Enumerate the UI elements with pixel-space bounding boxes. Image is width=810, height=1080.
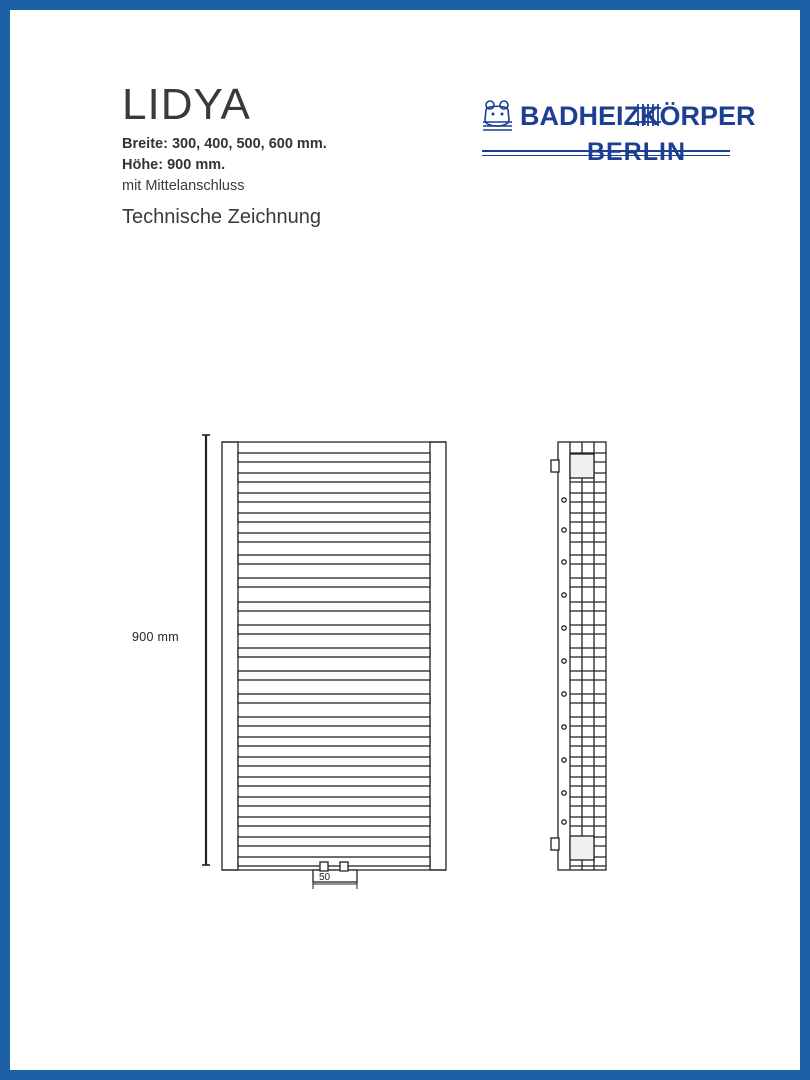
brand-city: BERLIN — [586, 138, 686, 166]
depth-dimension-label: 50 — [319, 872, 331, 883]
drawing-svg — [10, 10, 800, 1070]
drawing-sheet — [10, 10, 800, 1070]
page-title: LIDYA — [122, 80, 251, 129]
brand-name: BADHEIZKÖRPER — [520, 101, 756, 131]
height-dimension-line — [202, 435, 210, 865]
technical-drawing — [10, 10, 800, 1070]
spec-width: Breite: 300, 400, 500, 600 mm. — [122, 136, 327, 152]
drawing-caption: Technische Zeichnung — [122, 206, 322, 228]
front-view-radiator — [222, 442, 446, 882]
height-dimension-label: 900 mm — [132, 630, 179, 644]
spec-connection: mit Mittelanschluss — [122, 178, 245, 194]
spec-height: Höhe: 900 mm. — [122, 157, 226, 173]
side-view-radiator — [551, 442, 606, 870]
